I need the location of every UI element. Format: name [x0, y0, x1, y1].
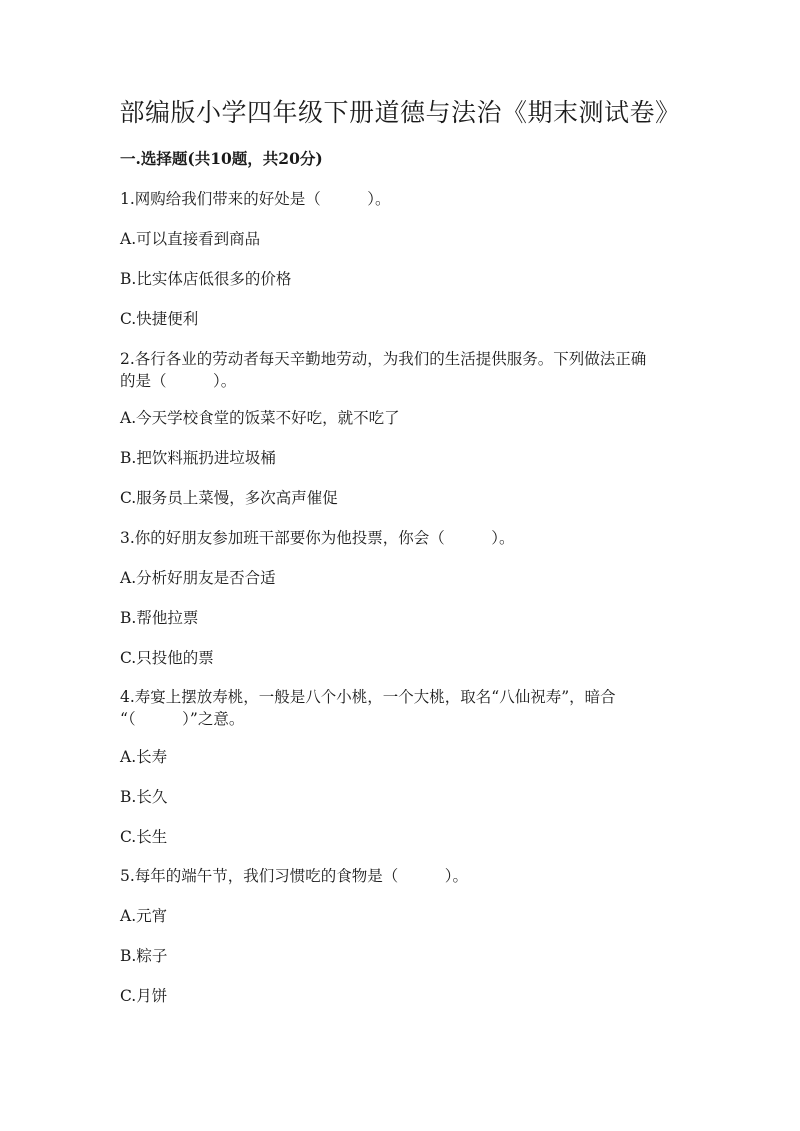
- question-5-stem: 5.每年的端午节，我们习惯吃的食物是（ ）。: [120, 867, 469, 885]
- question-4-option-a: A.长寿: [120, 748, 168, 766]
- question-4-option-c: C.长生: [120, 828, 168, 846]
- question-2-option-b: B.把饮料瓶扔进垃圾桶: [120, 449, 276, 467]
- page-title: 部编版小学四年级下册道德与法治《期末测试卷》: [119, 98, 681, 127]
- question-2-option-a: A.今天学校食堂的饭菜不好吃，就不吃了: [120, 409, 400, 427]
- question-5-option-a: A.元宵: [120, 907, 168, 925]
- question-4-option-b: B.长久: [120, 788, 168, 806]
- question-3-option-a: A.分析好朋友是否合适: [120, 569, 276, 587]
- question-1-stem: 1.网购给我们带来的好处是（ ）。: [120, 190, 391, 208]
- question-5-option-c: C.月饼: [120, 987, 168, 1005]
- question-3-option-b: B.帮他拉票: [120, 609, 199, 627]
- question-2-stem: 2.各行各业的劳动者每天辛勤地劳动，为我们的生活提供服务。下列做法正确: [120, 350, 647, 368]
- question-3-option-c: C.只投他的票: [120, 649, 214, 667]
- section-heading: 一.选择题(共10题，共20分): [120, 149, 323, 168]
- question-1-option-c: C.快捷便利: [120, 310, 199, 328]
- question-3-stem: 3.你的好朋友参加班干部要你为他投票，你会（ ）。: [120, 529, 515, 547]
- question-1-option-a: A.可以直接看到商品: [120, 230, 261, 248]
- question-5-option-b: B.粽子: [120, 947, 168, 965]
- question-2-stem-continued: 的是（ ）。: [120, 372, 237, 390]
- question-2-option-c: C.服务员上菜慢，多次高声催促: [120, 489, 338, 507]
- question-1-option-b: B.比实体店低很多的价格: [120, 270, 292, 288]
- question-4-stem-continued: “（ ）”之意。: [120, 710, 245, 728]
- question-4-stem: 4.寿宴上摆放寿桃，一般是八个小桃，一个大桃，取名“八仙祝寿”，暗合: [120, 688, 616, 706]
